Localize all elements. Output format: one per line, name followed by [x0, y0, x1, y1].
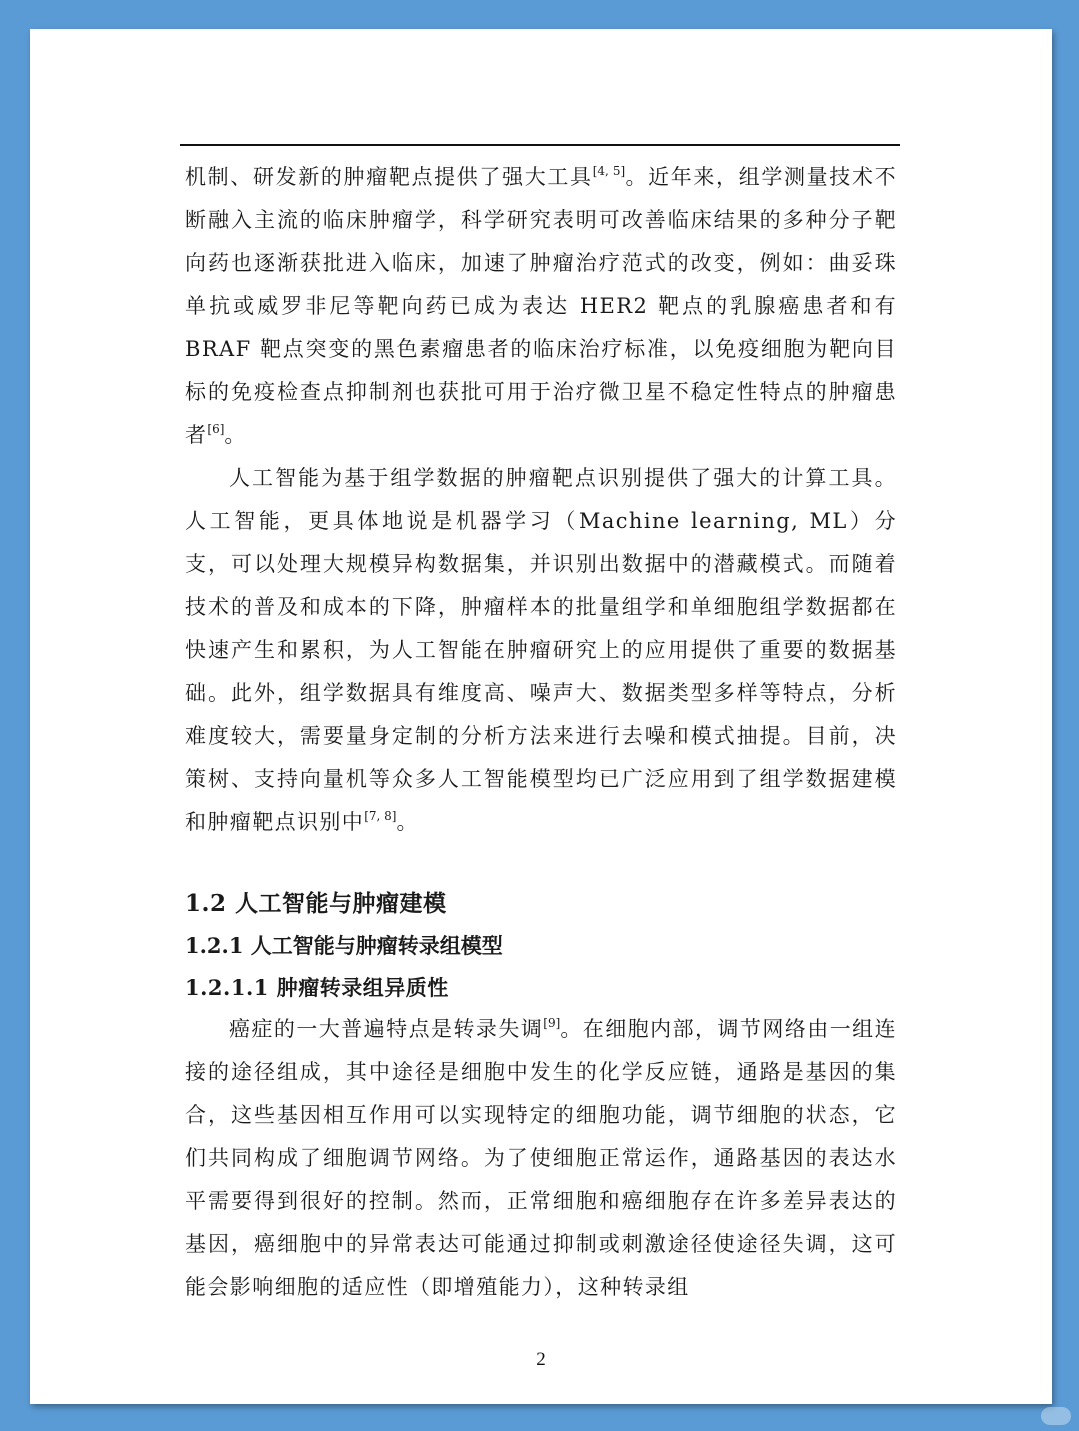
paragraph-targets-tools: 机制、研发新的肿瘤靶点提供了强大工具[4, 5]。近年来，组学测量技术不断融入主流的临床肿瘤学，科学研究表明可改善临床结果的多种分子靶向药也逐渐获批进入临床，加速了肿瘤治疗范式的改变，例如：曲妥珠单抗或威罗非尼等靶向药已成为表达 HER2 靶点的乳腺癌患者和有 BRAF 靶点突变的黑色素瘤患者的临床治疗标准，以免疫细胞为靶向目标的免疫检查点抑制剂也获批可用于治疗微卫星不稳定性特点的肿瘤患者[6]。	[185, 164, 897, 447]
header-rule	[180, 144, 900, 146]
text-block-upper	[185, 156, 897, 844]
paragraph-ai-computation: 人工智能为基于组学数据的肿瘤靶点识别提供了强大的计算工具。人工智能，更具体地说是机器学习（Machine learning, ML）分支，可以处理大规模异构数据集，并识别出数据中的潜藏模式。而随着技术的普及和成本的下降，肿瘤样本的批量组学和单细胞组学数据都在快速产生和累积，为人工智能在肿瘤研究上的应用提供了重要的数据基础。此外，组学数据具有维度高、噪声大、数据类型多样等特点，分析难度较大，需要量身定制的分析方法来进行去噪和模式抽提。目前，决策树、支持向量机等众多人工智能模型均已广泛应用到了组学数据建模和肿瘤靶点识别中[7, 8]。	[185, 466, 897, 834]
text-block-lower	[185, 889, 897, 1309]
paragraph-transcription-dysregulation: 癌症的一大普遍特点是转录失调[9]。在细胞内部，调节网络由一组连接的途径组成，其中途径是细胞中发生的化学反应链，通路是基因的集合，这些基因相互作用可以实现特定的细胞功能，调节细胞的状态，它们共同构成了细胞调节网络。为了使细胞正常运作，通路基因的表达水平需要得到很好的控制。然而，正常细胞和癌细胞存在许多差异表达的基因，癌细胞中的异常表达可能通过抑制或刺激途径使途径失调，这可能会影响细胞的适应性（即增殖能力），这种转录组	[185, 1016, 897, 1299]
citation-7-8[interactable]: [7, 8]	[364, 809, 397, 823]
subsubsection-heading: 1.2.1.1 肿瘤转录组异质性	[185, 975, 449, 1000]
subsection-heading: 1.2.1 人工智能与肿瘤转录组模型	[185, 933, 503, 958]
document-page	[30, 29, 1052, 1404]
citation-6[interactable]: [6]	[207, 422, 225, 436]
page-number: 2	[536, 1349, 546, 1370]
citation-4-5[interactable]: [4, 5]	[592, 164, 626, 178]
watermark-badge	[1041, 1407, 1071, 1425]
citation-9[interactable]: [9]	[543, 1016, 561, 1030]
section-heading: 1.2 人工智能与肿瘤建模	[185, 890, 447, 917]
